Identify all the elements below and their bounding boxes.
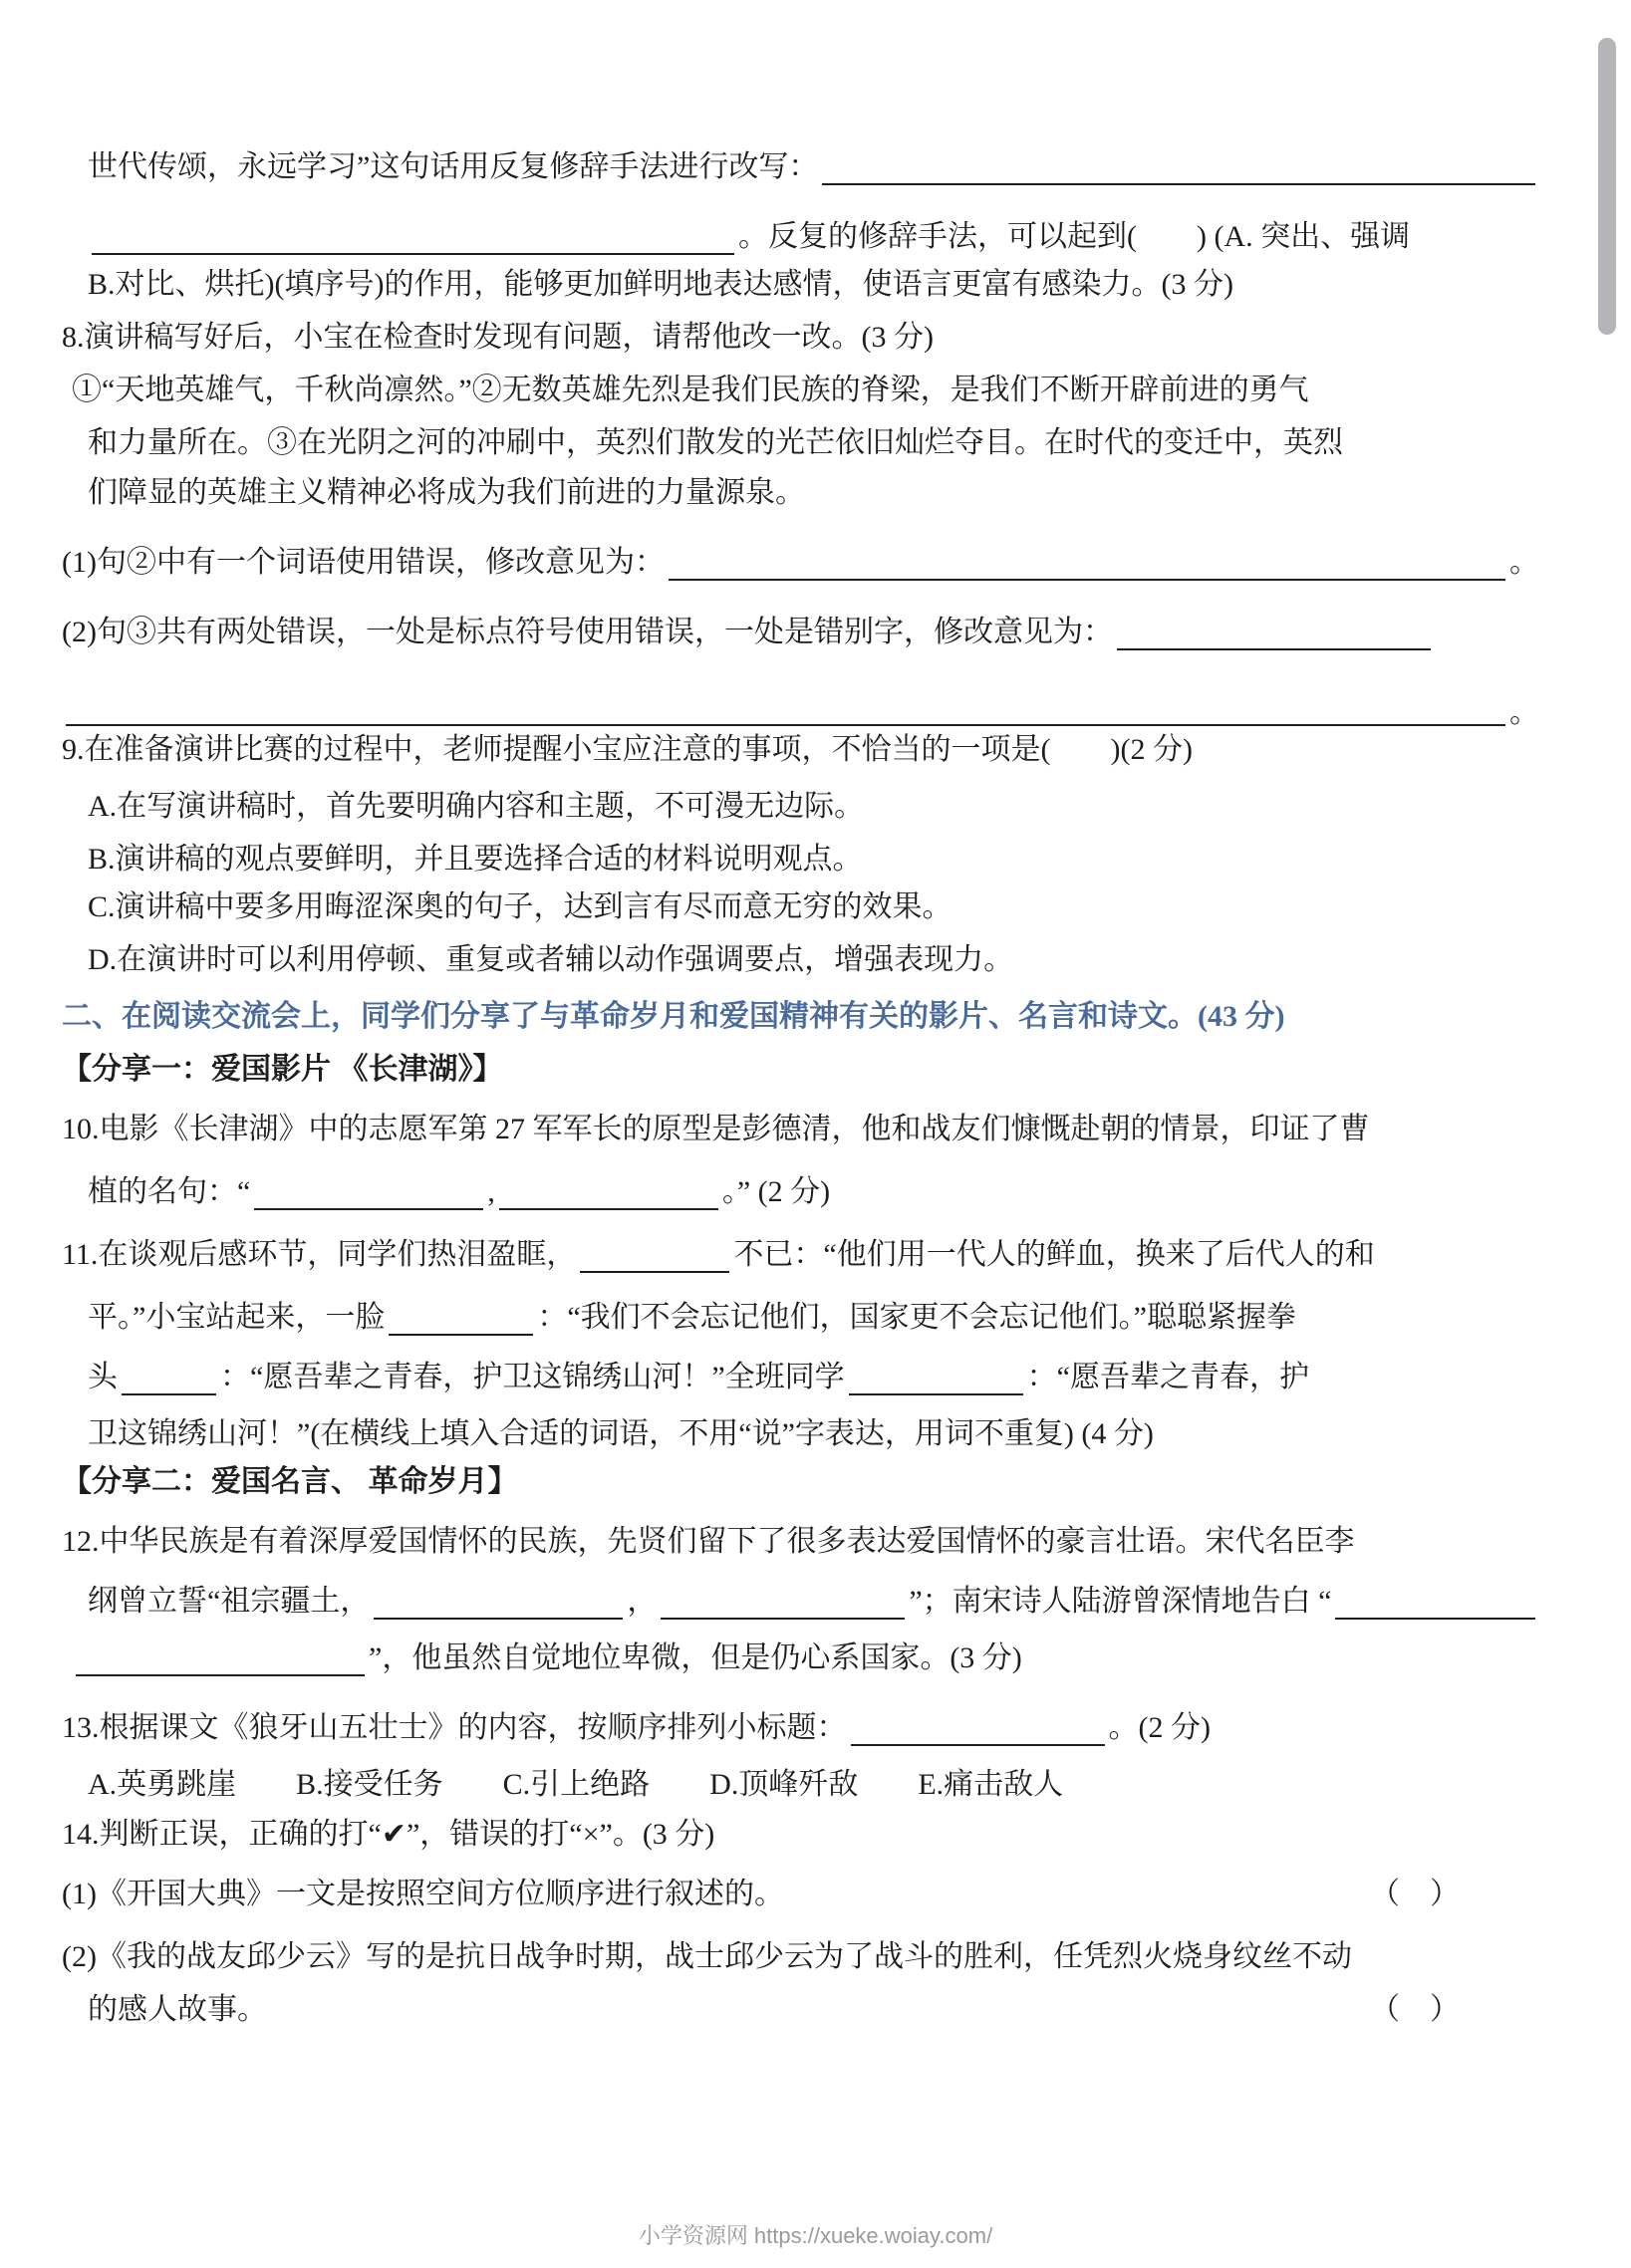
q13-stem xyxy=(62,1710,1539,1746)
q12-answer-blank-2 xyxy=(661,1588,905,1620)
q9-option-d-text: D.在演讲时可以利用停顿、重复或者辅以动作强调要点，增强表现力。 xyxy=(88,943,1014,976)
q7-rewrite-line3 xyxy=(62,267,1539,303)
q11-answer-blank-4 xyxy=(849,1364,1023,1395)
q9-option-a-text: A.在写演讲稿时，首先要明确内容和主题，不可漫无边际。 xyxy=(88,790,865,823)
q12-l2a-text: 纲曾立誓“祖宗疆土， xyxy=(88,1585,371,1618)
q14-item2-line2 xyxy=(62,1992,1539,2028)
q12-l3b-text: ”，他虽然自觉地位卑微，但是仍心系国家。(3 分) xyxy=(369,1641,1022,1674)
q8-sub1-period: 。 xyxy=(1509,546,1539,579)
q11-l3b-text: ：“愿吾辈之青春，护卫这锦绣山河！”全班同学 xyxy=(220,1361,845,1393)
share1-heading-text: 【分享一：爱国影片 《长津湖》】 xyxy=(62,1053,503,1086)
q9-stem xyxy=(62,732,1539,768)
q7-line1-text: 世代传颂，永远学习”这句话用反复修辞手法进行改写： xyxy=(88,150,819,183)
q12-l1-text: 12.中华民族是有着深厚爱国情怀的民族，先贤们留下了很多表达爱国情怀的豪言壮语。宋代名臣李 xyxy=(62,1525,1355,1558)
section2-heading xyxy=(62,999,1539,1035)
exam-content xyxy=(62,149,1539,2049)
q14-item2-line1-text: (2)《我的战友邱少云》写的是抗日战争时期，战士邱少云为了战斗的胜利，任凭烈火烧身纹丝不动 xyxy=(62,1940,1352,1973)
q11-l2a-text: 平。”小宝站起来，一脸 xyxy=(88,1301,386,1334)
q8-sub2-period: 。 xyxy=(1509,696,1539,729)
share1-heading xyxy=(62,1052,1539,1088)
q14-stem xyxy=(62,1817,1539,1853)
q11-line1 xyxy=(62,1237,1539,1273)
q9-option-c-text: C.演讲稿中要多用晦涩深奥的句子，达到言有尽而意无穷的效果。 xyxy=(88,890,952,923)
q9-option-c xyxy=(62,889,1539,925)
q9-option-d xyxy=(62,942,1539,978)
q11-l1b-text: 不已：“他们用一代人的鲜血，换来了后代人的和 xyxy=(733,1238,1375,1271)
q8-passage-line2 xyxy=(62,425,1539,461)
q9-option-b xyxy=(62,842,1539,878)
q12-line2 xyxy=(62,1584,1539,1620)
q12-answer-blank-1 xyxy=(374,1588,623,1620)
q11-line3 xyxy=(62,1360,1539,1395)
q11-l3a-text: 头 xyxy=(88,1361,118,1393)
q8-passage2-text: 和力量所在。③在光阴之河的冲刷中，英烈们散发的光芒依旧灿烂夺目。在时代的变迁中，英烈 xyxy=(88,426,1343,459)
q8-passage-line1 xyxy=(62,373,1539,408)
q12-answer-blank-4 xyxy=(76,1644,365,1676)
q14-item1-text: (1)《开国大典》一文是按照空间方位顺序进行叙述的。 xyxy=(62,1878,784,1910)
q11-line4 xyxy=(62,1416,1539,1452)
q14-item1-answer-bracket: （ ） xyxy=(1370,1878,1460,1910)
q8-passage-line3 xyxy=(62,475,1539,511)
q11-l2b-text: ：“我们不会忘记他们，国家更不会忘记他们。”聪聪紧握拳 xyxy=(537,1301,1296,1334)
section2-heading-text: 二、在阅读交流会上，同学们分享了与革命岁月和爱国精神有关的影片、名言和诗文。(43 分) xyxy=(62,1000,1285,1033)
q11-answer-blank-3 xyxy=(122,1364,216,1395)
q10-answer-blank-1 xyxy=(254,1178,483,1210)
q9-stem-text: 9.在准备演讲比赛的过程中，老师提醒小宝应注意的事项，不恰当的一项是( )(2 分) xyxy=(62,733,1193,766)
q13-stem-pre-text: 13.根据课文《狼牙山五壮士》的内容，按顺序排列小标题： xyxy=(62,1711,847,1744)
q8-sub2-text: (2)句③共有两处错误，一处是标点符号使用错误，一处是错别字，修改意见为： xyxy=(62,616,1113,648)
q9-option-a xyxy=(62,789,1539,825)
q11-l4-text: 卫这锦绣山河！”(在横线上填入合适的词语，不用“说”字表达，用词不重复) (4 分) xyxy=(88,1417,1154,1450)
q14-item1 xyxy=(62,1877,1539,1912)
q8-sub2 xyxy=(62,615,1539,650)
q10-answer-blank-2 xyxy=(499,1178,718,1210)
q13-stem-post-text: 。(2 分) xyxy=(1108,1711,1211,1744)
q7-line3-text: B.对比、烘托)(填序号)的作用，能够更加鲜明地表达感情，使语言更富有感染力。(3 分) xyxy=(88,268,1233,301)
q10-line2 xyxy=(62,1174,1539,1210)
q8-sub1-text: (1)句②中有一个词语使用错误，修改意见为： xyxy=(62,546,665,579)
q7-rewrite-line2 xyxy=(62,219,1539,255)
q7-answer-blank-1 xyxy=(822,153,1535,185)
q13-options-text: A.英勇跳崖 B.接受任务 C.引上绝路 D.顶峰歼敌 E.痛击敌人 xyxy=(88,1768,1064,1801)
q10-line2-post-text: 。” (2 分) xyxy=(721,1175,831,1208)
q11-answer-blank-2 xyxy=(389,1304,533,1336)
q8-stem-text: 8.演讲稿写好后，小宝在检查时发现有问题，请帮他改一改。(3 分) xyxy=(62,321,934,354)
vertical-scrollbar-thumb[interactable] xyxy=(1598,38,1616,335)
q11-l3c-text: ：“愿吾辈之青春，护 xyxy=(1026,1361,1309,1393)
q8-stem xyxy=(62,320,1539,356)
q12-line1 xyxy=(62,1524,1539,1560)
q13-options xyxy=(62,1767,1539,1803)
q10-comma: , xyxy=(487,1175,495,1208)
q11-answer-blank-1 xyxy=(580,1241,729,1273)
q14-stem-text: 14.判断正误，正确的打“✔”，错误的打“×”。(3 分) xyxy=(62,1818,715,1851)
q10-line2-pre-text: 植的名句：“ xyxy=(88,1175,251,1208)
q8-passage1-text: ①“天地英雄气，千秋尚凛然。”②无数英雄先烈是我们民族的脊梁，是我们不断开辟前进的勇气 xyxy=(72,374,1309,406)
footer-site-link[interactable]: 小学资源网 https://xueke.woiay.com/ xyxy=(638,2223,993,2248)
q12-l2b-text: ， xyxy=(627,1585,658,1618)
q12-answer-blank-3 xyxy=(1335,1588,1535,1620)
q10-line1 xyxy=(62,1112,1539,1147)
share2-heading-text: 【分享二：爱国名言、 革命岁月】 xyxy=(62,1465,518,1498)
q8-sub2-answer-blank xyxy=(1117,619,1431,650)
q14-item2-line1 xyxy=(62,1939,1539,1975)
q12-line3 xyxy=(62,1640,1539,1676)
q8-sub2-continuation xyxy=(62,696,1539,729)
q8-sub2-answer-blank-2 xyxy=(66,694,1505,726)
q12-l2c-text: ”；南宋诗人陆游曾深情地告白 “ xyxy=(909,1585,1332,1618)
q14-item2-line2-text: 的感人故事。 xyxy=(88,1993,267,2026)
share2-heading xyxy=(62,1464,1539,1500)
q10-line1-text: 10.电影《长津湖》中的志愿军第 27 军军长的原型是彭德清，他和战友们慷慨赴朝的情景，印证了曹 xyxy=(62,1113,1370,1145)
q13-answer-blank xyxy=(851,1714,1105,1746)
page-footer xyxy=(0,2219,1631,2250)
q8-sub1-answer-blank xyxy=(669,549,1505,581)
q11-line2 xyxy=(62,1300,1539,1336)
q8-sub1 xyxy=(62,545,1539,581)
q7-answer-blank-2 xyxy=(92,223,734,255)
q11-l1a-text: 11.在谈观后感环节，同学们热泪盈眶， xyxy=(62,1238,577,1271)
q7-rewrite-line1 xyxy=(62,149,1539,185)
q8-passage3-text: 们障显的英雄主义精神必将成为我们前进的力量源泉。 xyxy=(88,476,805,509)
q7-line2-text: 。反复的修辞手法，可以起到( ) (A. 突出、强调 xyxy=(738,220,1411,253)
q14-item2-answer-bracket: （ ） xyxy=(1370,1993,1460,2026)
q9-option-b-text: B.演讲稿的观点要鲜明，并且要选择合适的材料说明观点。 xyxy=(88,843,863,876)
